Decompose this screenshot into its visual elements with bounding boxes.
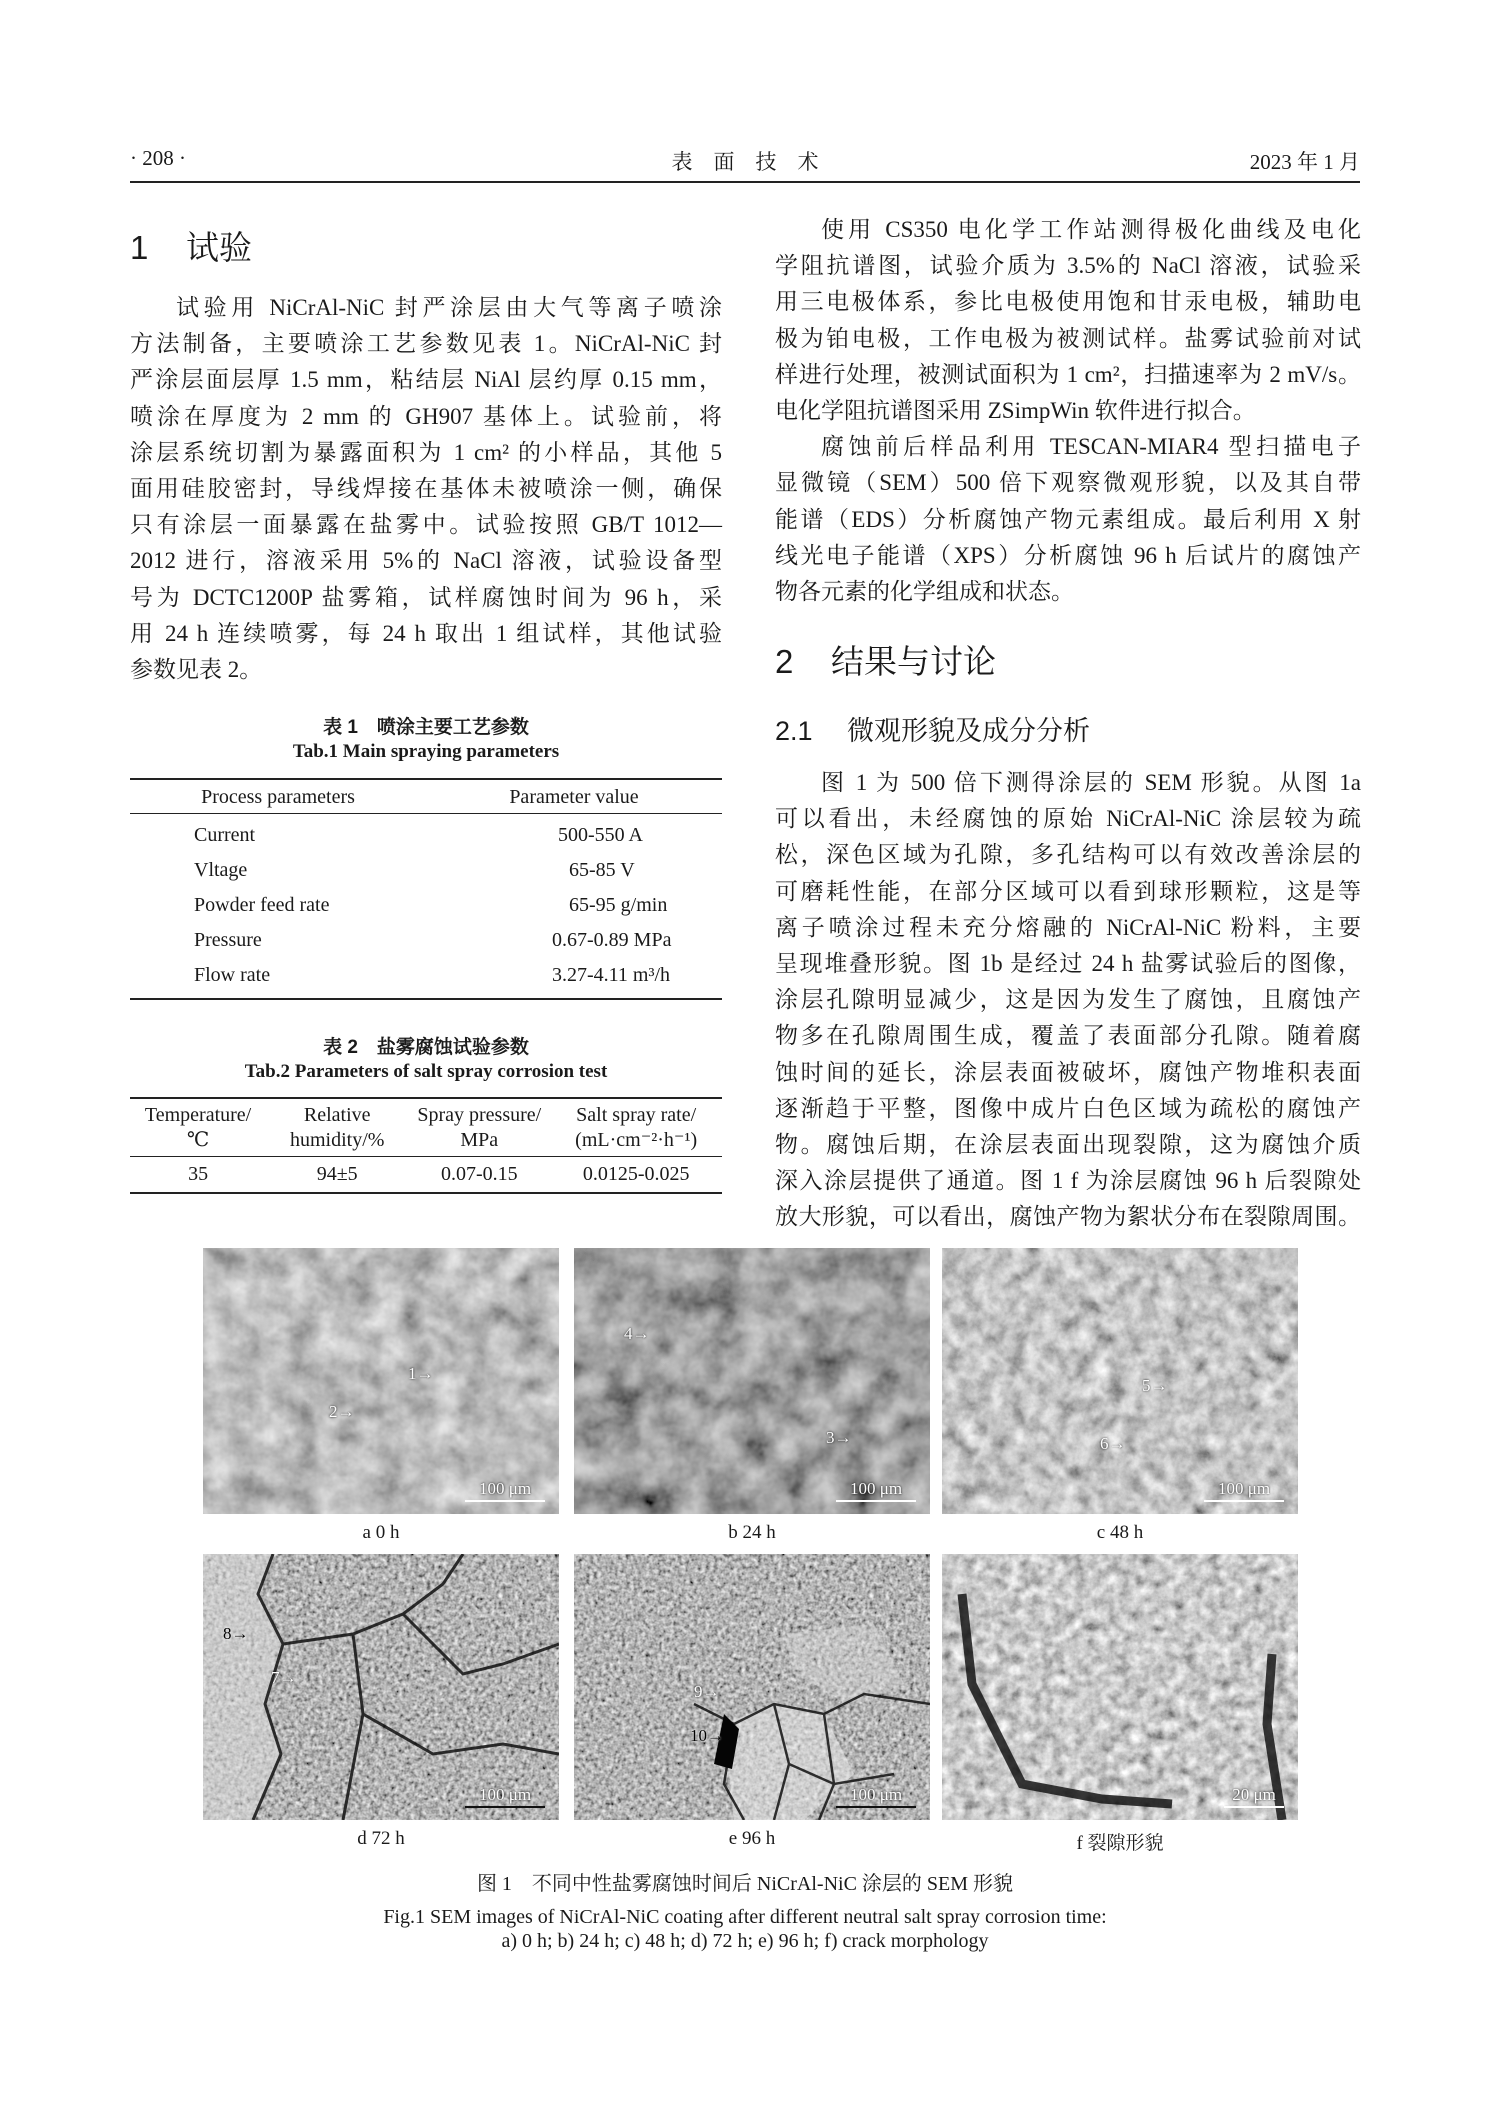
table-cell: 0.0125-0.025 <box>582 1163 690 1185</box>
text-line: 用三电极体系，参比电极使用饱和甘汞电极，辅助电 <box>775 289 1361 315</box>
table-cell: Pressure <box>194 929 262 951</box>
scale-line <box>465 1500 545 1502</box>
table-cell: Flow rate <box>194 964 271 986</box>
marker-5 <box>1142 1376 1168 1396</box>
marker-9 <box>694 1682 720 1702</box>
header-rule <box>130 181 1360 183</box>
scale-bar <box>1204 1479 1284 1502</box>
sem-image-d <box>203 1554 559 1820</box>
text-line: 线光电子能谱（XPS）分析腐蚀 96 h 后试片的腐蚀产 <box>775 542 1361 568</box>
table-row <box>130 814 722 855</box>
marker-label: 4 <box>624 1324 633 1343</box>
text-line: 显微镜（SEM）500 倍下观察微观形貌，以及其自带 <box>775 470 1361 496</box>
section-number: 1 <box>130 229 149 266</box>
page-number: · 208 · <box>130 146 186 170</box>
scale-label: 100 μm <box>849 1785 903 1804</box>
table-2-caption-en: Tab.2 Parameters of salt spray corrosion test <box>244 1061 608 1082</box>
table-cell: 35 <box>188 1163 209 1185</box>
text-line: 参数见表 2。 <box>130 656 263 682</box>
scale-bar <box>1224 1785 1284 1808</box>
table-cell: 65-85 V <box>569 859 635 881</box>
text-line: 离子喷涂过程未充分熔融的 NiCrAl-NiC 粉料，主要 <box>775 914 1361 940</box>
text-line: 蚀时间的延长，涂层表面被破坏，腐蚀产物堆积表面 <box>775 1059 1361 1085</box>
header-line: humidity/% <box>289 1129 385 1151</box>
header-line: Salt spray rate/ <box>576 1104 697 1126</box>
arrow-icon: → <box>337 1402 355 1421</box>
text-line: 物各元素的化学组成和状态。 <box>775 578 1074 604</box>
sem-image-e <box>574 1554 930 1820</box>
figure-caption-cn: 图 1 不同中性盐雾腐蚀时间后 NiCrAl-NiC 涂层的 SEM 形貌 <box>476 1873 1014 1895</box>
header-line: (mL·cm⁻²·h⁻¹) <box>575 1129 698 1151</box>
sem-image-b <box>574 1248 930 1514</box>
marker-label: 6 <box>1100 1434 1109 1453</box>
subsection-number: 2.1 <box>775 716 813 746</box>
arrow-icon: → <box>632 1324 650 1343</box>
marker-3 <box>826 1428 852 1448</box>
text-line: 放大形貌，可以看出，腐蚀产物为絮状分布在裂隙周围。 <box>775 1204 1361 1230</box>
sem-image-f <box>942 1554 1298 1820</box>
text-line: 2012 进行，溶液采用 5%的 NaCl 溶液，试验设备型 <box>130 548 722 574</box>
text-line: 喷涂在厚度为 2 mm 的 GH907 基体上。试验前，将 <box>130 403 722 429</box>
text-line: 呈现堆叠形貌。图 1b 是经过 24 h 盐雾试验后的图像， <box>775 950 1361 976</box>
table-header-row <box>130 1098 722 1157</box>
text-line: 试验用 NiCrAl-NiC 封严涂层由大气等离子喷涂 <box>176 295 722 320</box>
table-cell: 0.07-0.15 <box>440 1163 518 1185</box>
marker-label: 2 <box>329 1402 338 1421</box>
panel-label-e: e 96 h <box>728 1828 776 1849</box>
panel-label-c: c 48 h <box>1096 1522 1144 1543</box>
scale-bar <box>836 1479 916 1502</box>
arrow-icon: → <box>416 1364 434 1383</box>
figure-caption-en-1: Fig.1 SEM images of NiCrAl-NiC coating after different neutral salt spray corrosion time: <box>383 1906 1107 1928</box>
journal-title: 表 面 技 术 <box>671 151 819 174</box>
table-cell: Vltage <box>194 859 248 881</box>
scale-line <box>465 1806 545 1808</box>
arrow-icon: → <box>702 1682 720 1701</box>
column-header <box>550 1098 722 1157</box>
column-header <box>130 1098 266 1157</box>
text-line: 物。腐蚀后期，在涂层表面出现裂隙，这为腐蚀介质 <box>775 1131 1361 1157</box>
marker-7 <box>271 1668 297 1688</box>
text-line: 样进行处理，被测试面积为 1 cm²，扫描速率为 2 mV/s。 <box>775 361 1361 387</box>
header-line: Temperature/ <box>144 1104 252 1126</box>
section-1-paragraph <box>130 290 722 688</box>
section-2-heading <box>775 636 996 683</box>
scale-bar <box>836 1785 916 1808</box>
methods-paragraphs <box>775 212 1361 610</box>
scale-label: 100 μm <box>478 1479 532 1498</box>
table-cell: Current <box>194 824 256 846</box>
text-line: 腐蚀前后样品利用 TESCAN-MIAR4 型扫描电子 <box>821 434 1361 460</box>
text-line: 逐渐趋于平整，图像中成片白色区域为疏松的腐蚀产 <box>775 1095 1361 1121</box>
subsection-2-1-heading <box>775 709 1090 748</box>
table-header-row <box>130 779 722 814</box>
table-cell: 0.67-0.89 MPa <box>552 929 672 951</box>
marker-label: 3 <box>826 1428 835 1447</box>
marker-label: 9 <box>694 1682 703 1701</box>
arrow-icon: → <box>707 1726 724 1745</box>
table-row <box>130 959 722 999</box>
text-line: 学阻抗谱图，试验介质为 3.5%的 NaCl 溶液，试验采 <box>775 253 1361 279</box>
issue-date: 2023 年 1 月 <box>1249 150 1360 174</box>
marker-4 <box>624 1324 650 1344</box>
section-title: 试验 <box>186 229 252 266</box>
column-header: Parameter value <box>426 779 722 814</box>
section-number: 2 <box>775 643 794 680</box>
table-row <box>130 854 722 889</box>
table-cell: Powder feed rate <box>194 894 330 916</box>
marker-label: 1 <box>408 1364 417 1383</box>
marker-label: 10 <box>690 1726 707 1745</box>
table-1-caption-cn: 表 1 喷涂主要工艺参数 <box>323 717 529 738</box>
marker-label: 5 <box>1142 1376 1151 1395</box>
scale-line <box>836 1806 916 1808</box>
table-cell: 3.27-4.11 m³/h <box>552 964 671 986</box>
column-header: Process parameters <box>130 779 426 814</box>
figure-caption-en-2: a) 0 h; b) 24 h; c) 48 h; d) 72 h; e) 96 h; f) crack morphology <box>501 1930 989 1952</box>
column-header <box>266 1098 408 1157</box>
text-line: 可以看出，未经腐蚀的原始 NiCrAl-NiC 涂层较为疏 <box>775 806 1361 832</box>
column-header <box>408 1098 550 1157</box>
marker-6 <box>1100 1434 1126 1454</box>
text-line: 涂层孔隙明显减少，这是因为发生了腐蚀，且腐蚀产 <box>775 987 1361 1013</box>
arrow-icon: → <box>834 1428 852 1447</box>
text-line: 电化学阻抗谱图采用 ZSimpWin 软件进行拟合。 <box>775 397 1256 423</box>
arrow-icon: → <box>279 1668 297 1687</box>
text-line: 号为 DCTC1200P 盐雾箱，试样腐蚀时间为 96 h，采 <box>130 584 722 610</box>
table-1 <box>130 778 722 1000</box>
text-line: 使用 CS350 电化学工作站测得极化曲线及电化 <box>821 217 1361 242</box>
arrow-icon: → <box>1108 1434 1126 1453</box>
sem-image-c <box>942 1248 1298 1514</box>
text-line: 涂层系统切割为暴露面积为 1 cm² 的小样品，其他 5 <box>130 439 722 465</box>
table-row <box>130 1157 722 1194</box>
panel-label-f: f 裂隙形貌 <box>1076 1833 1164 1854</box>
scale-label: 100 μm <box>849 1479 903 1498</box>
text-line: 严涂层面层厚 1.5 mm，粘结层 NiAl 层约厚 0.15 mm， <box>130 367 722 393</box>
scale-label: 100 μm <box>1217 1479 1271 1498</box>
header-line: Relative <box>303 1104 371 1126</box>
table-1-caption-en: Tab.1 Main spraying parameters <box>292 741 560 762</box>
marker-8 <box>223 1624 249 1644</box>
text-line: 松，深色区域为孔隙，多孔结构可以有效改善涂层的 <box>775 842 1361 868</box>
text-line: 深入涂层提供了通道。图 1 f 为涂层腐蚀 96 h 后裂隙处 <box>775 1168 1361 1194</box>
panel-label-d: d 72 h <box>357 1828 405 1849</box>
table-cell: 65-95 g/min <box>569 894 668 916</box>
marker-2 <box>329 1402 355 1422</box>
section-1-heading <box>130 222 252 269</box>
scale-label: 20 μm <box>1232 1785 1276 1804</box>
scale-bar <box>465 1785 545 1808</box>
section-title: 结果与讨论 <box>831 643 996 680</box>
text-line: 用 24 h 连续喷雾，每 24 h 取出 1 组试样，其他试验 <box>130 620 722 646</box>
header-line: Spray pressure/ <box>417 1104 542 1126</box>
marker-label: 7 <box>271 1668 280 1687</box>
arrow-icon: → <box>231 1624 249 1643</box>
marker-1 <box>408 1364 434 1384</box>
text-line: 极为铂电极，工作电极为被测试样。盐雾试验前对试 <box>775 325 1361 351</box>
table-row <box>130 924 722 959</box>
text-line: 只有涂层一面暴露在盐雾中。试验按照 GB/T 1012— <box>130 512 722 538</box>
header-line: ℃ <box>186 1129 210 1151</box>
table-cell: 94±5 <box>316 1163 358 1185</box>
table-row <box>130 889 722 924</box>
text-line: 物多在孔隙周围生成，覆盖了表面部分孔隙。随着腐 <box>775 1023 1361 1049</box>
marker-10 <box>690 1726 724 1746</box>
panel-label-b: b 24 h <box>728 1522 776 1543</box>
panel-label-a: a 0 h <box>362 1522 400 1543</box>
arrow-icon: → <box>1150 1376 1168 1395</box>
section-2-1-paragraph <box>775 765 1361 1235</box>
subsection-title: 微观形貌及成分分析 <box>847 716 1090 746</box>
text-line: 面用硅胶密封，导线焊接在基体未被喷涂一侧，确保 <box>130 475 722 501</box>
marker-label: 8 <box>223 1624 232 1643</box>
scale-line <box>1224 1806 1284 1808</box>
scale-bar <box>465 1479 545 1502</box>
scale-line <box>1204 1500 1284 1502</box>
table-2-caption-cn: 表 2 盐雾腐蚀试验参数 <box>323 1037 529 1058</box>
scale-label: 100 μm <box>478 1785 532 1804</box>
table-cell: 500-550 A <box>558 824 643 846</box>
table-2 <box>130 1097 722 1194</box>
text-line: 图 1 为 500 倍下测得涂层的 SEM 形貌。从图 1a <box>821 770 1362 795</box>
scale-line <box>836 1500 916 1502</box>
text-line: 可磨耗性能，在部分区域可以看到球形颗粒，这是等 <box>775 878 1361 904</box>
sem-image-a <box>203 1248 559 1514</box>
text-line: 方法制备，主要喷涂工艺参数见表 1。NiCrAl-NiC 封 <box>130 331 722 357</box>
header-line: MPa <box>460 1129 499 1151</box>
text-line: 能谱（EDS）分析腐蚀产物元素组成。最后利用 X 射 <box>775 506 1361 532</box>
